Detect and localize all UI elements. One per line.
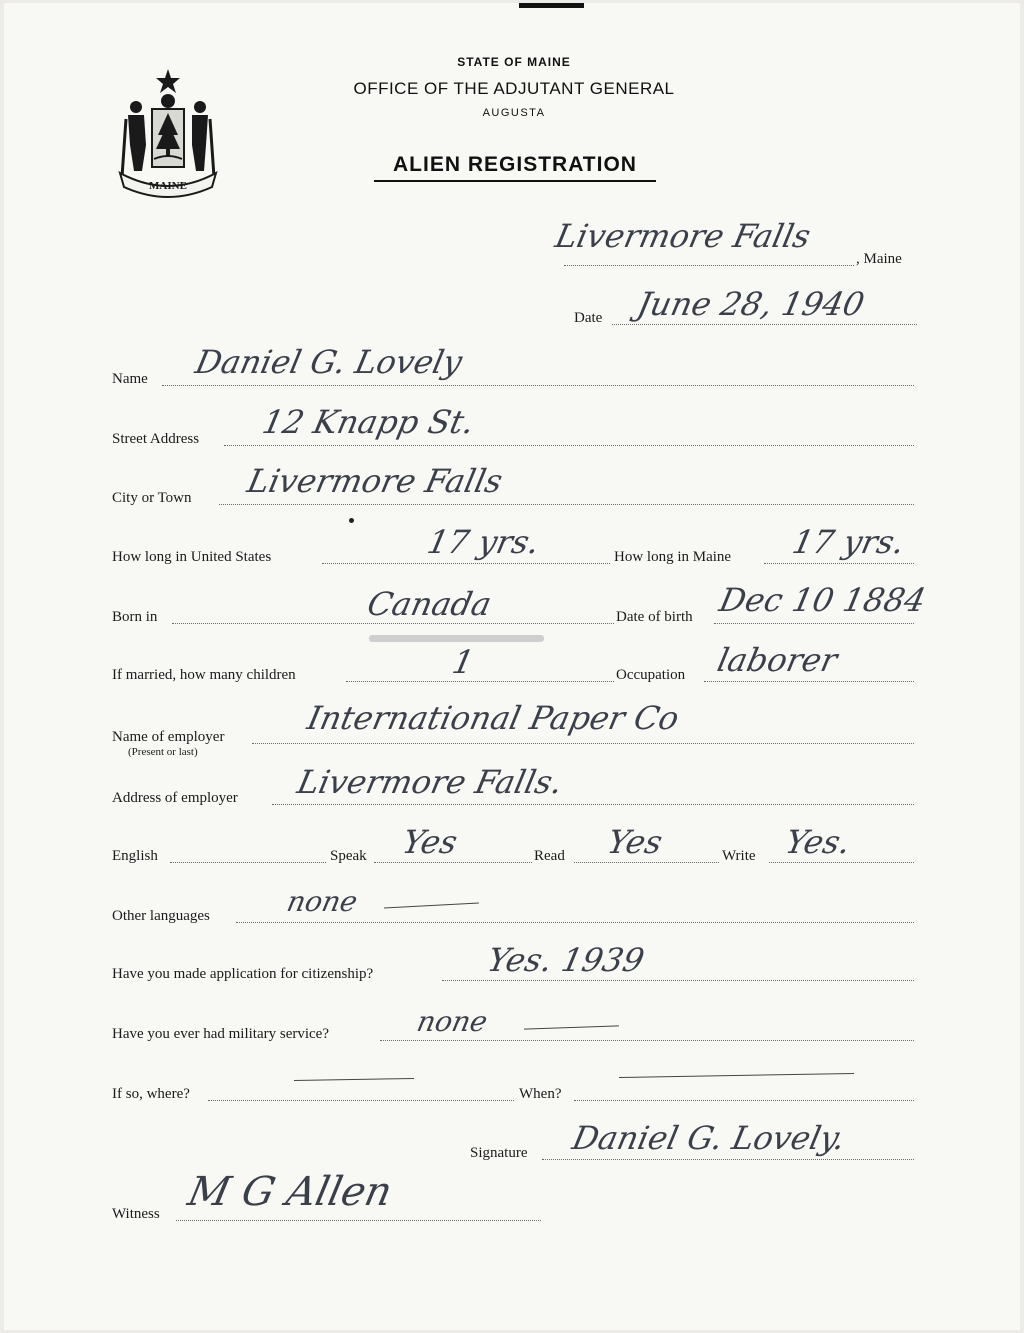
write-line — [769, 862, 914, 863]
street-line — [224, 445, 914, 446]
military-line — [380, 1040, 914, 1041]
header-city: AUGUSTA — [482, 107, 546, 119]
header-office: OFFICE OF THE ADJUTANT GENERAL — [353, 79, 675, 98]
date-line — [612, 324, 917, 325]
occupation-label: Occupation — [616, 667, 686, 683]
other-languages-value: none — [284, 885, 361, 918]
read-label: Read — [534, 848, 565, 864]
pen-stroke — [524, 1025, 619, 1029]
citizenship-line — [442, 980, 914, 981]
occupation-value: laborer — [714, 641, 841, 679]
years-maine-line — [764, 563, 914, 564]
city-line — [219, 504, 914, 505]
children-line — [346, 681, 614, 682]
header-state: STATE OF MAINE — [457, 55, 571, 69]
place-line — [564, 265, 854, 266]
english-label: English — [112, 848, 158, 864]
employer-note: (Present or last) — [128, 746, 198, 758]
ink-smudge — [369, 635, 544, 642]
place-suffix: , Maine — [856, 251, 902, 267]
ink-dot — [349, 518, 354, 523]
years-maine-label: How long in Maine — [614, 549, 732, 565]
street-value: 12 Knapp St. — [259, 403, 478, 441]
where-label: If so, where? — [112, 1086, 190, 1102]
pen-stroke — [384, 903, 479, 909]
pen-stroke — [619, 1073, 854, 1078]
name-label: Name — [112, 371, 148, 387]
pen-stroke — [294, 1078, 414, 1081]
citizenship-value: Yes. 1939 — [484, 941, 648, 979]
scan-mark — [519, 3, 584, 8]
years-us-value: 17 yrs. — [424, 523, 543, 561]
employer-value: International Paper Co — [304, 699, 683, 737]
occupation-line — [704, 681, 914, 682]
children-value: 1 — [449, 643, 478, 681]
witness-value: M G Allen — [184, 1169, 397, 1215]
when-label: When? — [519, 1086, 562, 1102]
write-value: Yes. — [782, 823, 854, 861]
born-value: Canada — [364, 585, 495, 623]
employer-line — [252, 743, 914, 744]
where-line — [208, 1100, 514, 1101]
english-line — [170, 862, 326, 863]
signature-line — [542, 1159, 914, 1160]
date-value: June 28, 1940 — [634, 285, 868, 323]
name-line — [162, 385, 914, 386]
seal-banner-text: MAINE — [149, 180, 187, 192]
maine-state-seal-icon — [112, 65, 224, 199]
other-languages-line — [236, 922, 914, 923]
witness-label: Witness — [112, 1206, 160, 1222]
dob-line — [714, 623, 914, 624]
form-title: ALIEN REGISTRATION — [374, 153, 656, 182]
dob-label: Date of birth — [616, 609, 693, 625]
other-languages-label: Other languages — [112, 908, 210, 924]
speak-value: Yes — [399, 823, 461, 861]
signature-value: Daniel G. Lovely. — [569, 1119, 849, 1157]
city-label: City or Town — [112, 490, 192, 506]
years-us-label: How long in United States — [112, 549, 272, 565]
place-value: Livermore Falls — [552, 217, 814, 255]
employer-address-line — [272, 804, 914, 805]
name-value: Daniel G. Lovely — [192, 343, 466, 381]
children-label: If married, how many children — [112, 667, 296, 683]
witness-line — [176, 1220, 541, 1221]
years-maine-value: 17 yrs. — [789, 523, 908, 561]
employer-address-value: Livermore Falls. — [294, 763, 567, 801]
date-label: Date — [574, 310, 603, 326]
speak-label: Speak — [330, 848, 367, 864]
employer-label: Name of employer — [112, 729, 225, 745]
write-label: Write — [722, 848, 756, 864]
registration-form — [4, 3, 1020, 1330]
employer-address-label: Address of employer — [112, 790, 238, 806]
read-line — [574, 862, 719, 863]
military-label: Have you ever had military service? — [112, 1026, 329, 1042]
signature-label: Signature — [470, 1145, 528, 1161]
street-label: Street Address — [112, 431, 200, 447]
city-value: Livermore Falls — [244, 462, 506, 500]
born-label: Born in — [112, 609, 158, 625]
citizenship-label: Have you made application for citizenship? — [112, 966, 374, 982]
read-value: Yes — [604, 823, 666, 861]
born-line — [172, 623, 614, 624]
dob-value: Dec 10 1884 — [716, 581, 930, 619]
military-value: none — [414, 1005, 491, 1038]
when-line — [574, 1100, 914, 1101]
years-us-line — [322, 563, 610, 564]
speak-line — [374, 862, 532, 863]
